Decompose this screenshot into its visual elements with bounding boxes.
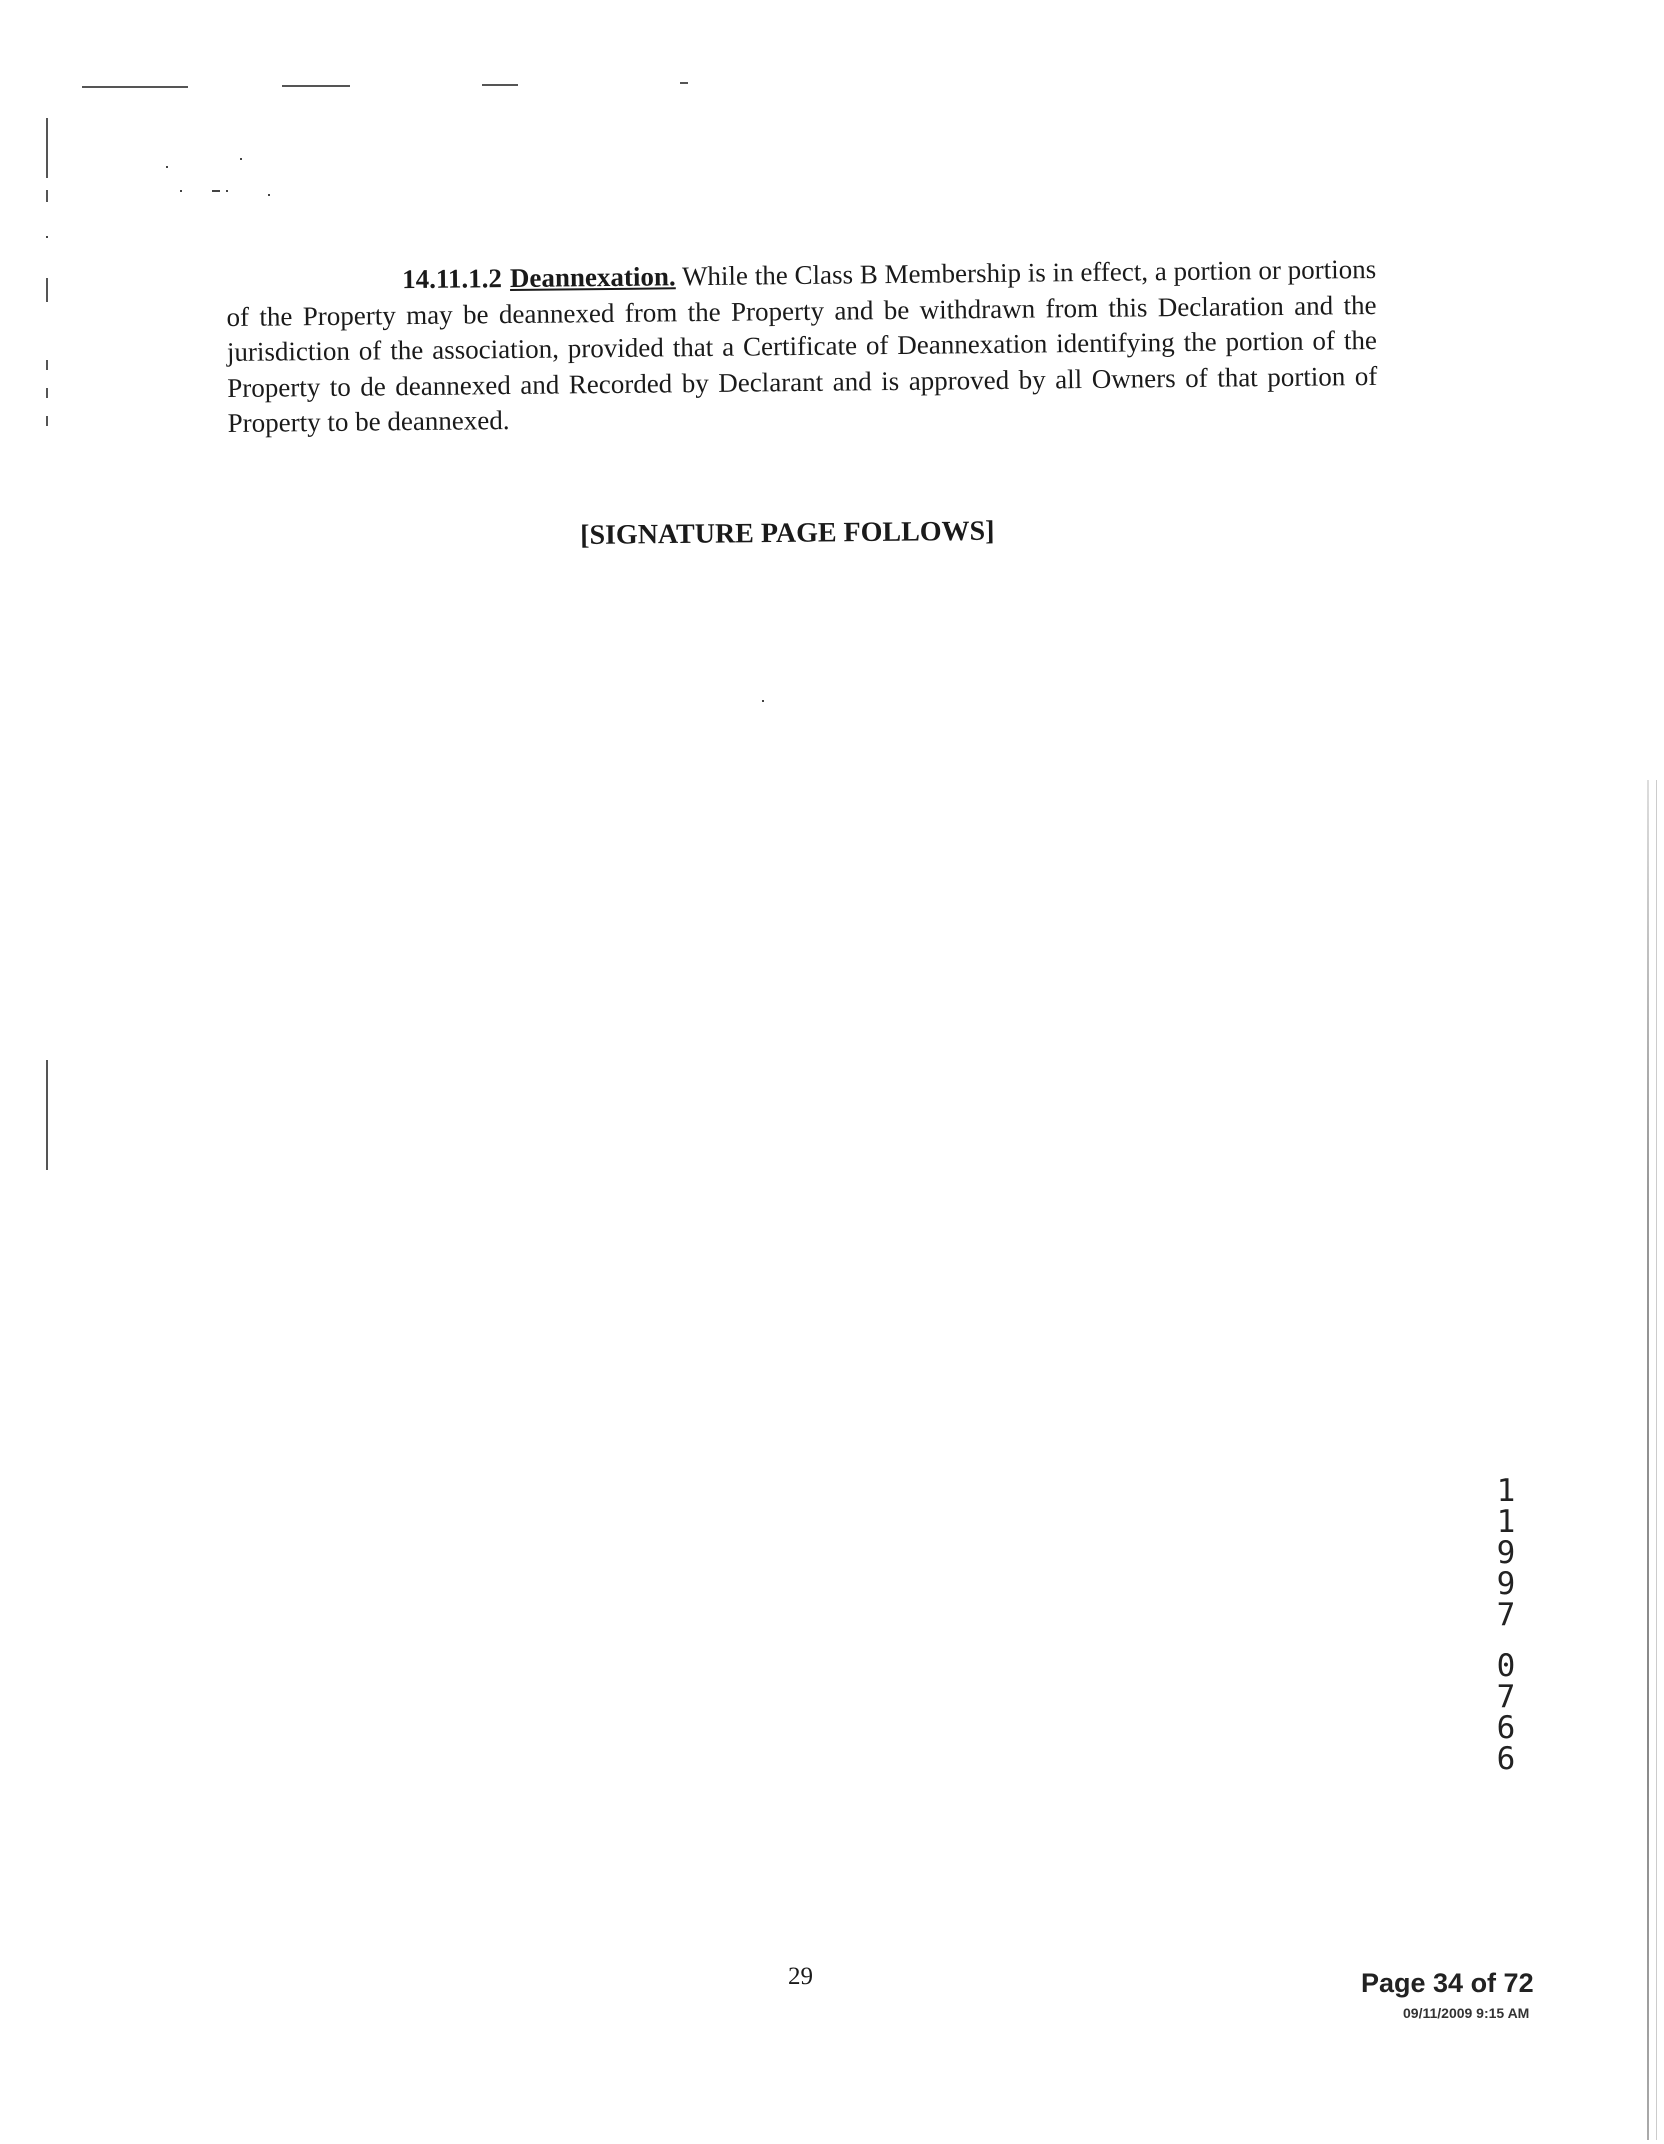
scan-speck	[46, 236, 48, 238]
scan-speck	[226, 190, 228, 192]
stamp-digit: 9	[1496, 1566, 1516, 1602]
stamp-digit: 1	[1496, 1473, 1516, 1509]
scan-mark	[46, 388, 48, 398]
scan-mark	[82, 86, 188, 88]
recorded-datetime: 09/11/2009 9:15 AM	[1403, 2005, 1530, 2021]
scan-speck	[212, 190, 220, 192]
section-heading: Deannexation.	[509, 261, 676, 294]
page-number: 29	[788, 1963, 813, 1990]
stamp-digit: 6	[1496, 1710, 1516, 1746]
page-edge	[1647, 780, 1649, 2140]
signature-page-notice: [SIGNATURE PAGE FOLLOWS]	[580, 515, 995, 551]
scan-speck	[762, 700, 764, 702]
section-number: 14.11.1.2	[402, 263, 503, 295]
scan-mark	[46, 190, 48, 202]
scan-mark	[482, 84, 518, 86]
scan-speck	[180, 190, 182, 192]
scan-speck	[240, 158, 242, 160]
recording-stamp	[1488, 1473, 1524, 1777]
stamp-digit: 1	[1496, 1504, 1516, 1540]
stamp-digit: 0	[1496, 1648, 1516, 1684]
page-of-total: Page 34 of 72	[1361, 1968, 1534, 1998]
scan-mark	[282, 85, 350, 87]
scan-mark	[46, 1060, 48, 1170]
stamp-digit: 6	[1496, 1741, 1516, 1777]
scan-speck	[268, 194, 270, 196]
section-14-11-1-2	[226, 252, 1378, 442]
stamp-digit: 7	[1496, 1679, 1516, 1715]
scan-mark	[46, 278, 48, 302]
page-edge	[1656, 780, 1657, 2140]
scan-mark	[46, 416, 48, 426]
scan-mark	[680, 82, 688, 84]
section-body: While the Class B Membership is in effect, a portion or portions of the Property may be deannexed from the Property and be withdrawn from this Declaration and the jurisdiction of the association, provided that a Certificate of Deannexation identifying the portion of the Property to de deannexed and Recorded by Declarant and is approved by all Owners of that portion of Property to be deannexed.	[226, 253, 1378, 438]
scan-mark	[46, 118, 48, 178]
stamp-digit: 9	[1496, 1535, 1516, 1571]
stamp-digit: 7	[1496, 1597, 1516, 1633]
scan-mark	[46, 360, 48, 370]
scan-speck	[166, 166, 168, 168]
